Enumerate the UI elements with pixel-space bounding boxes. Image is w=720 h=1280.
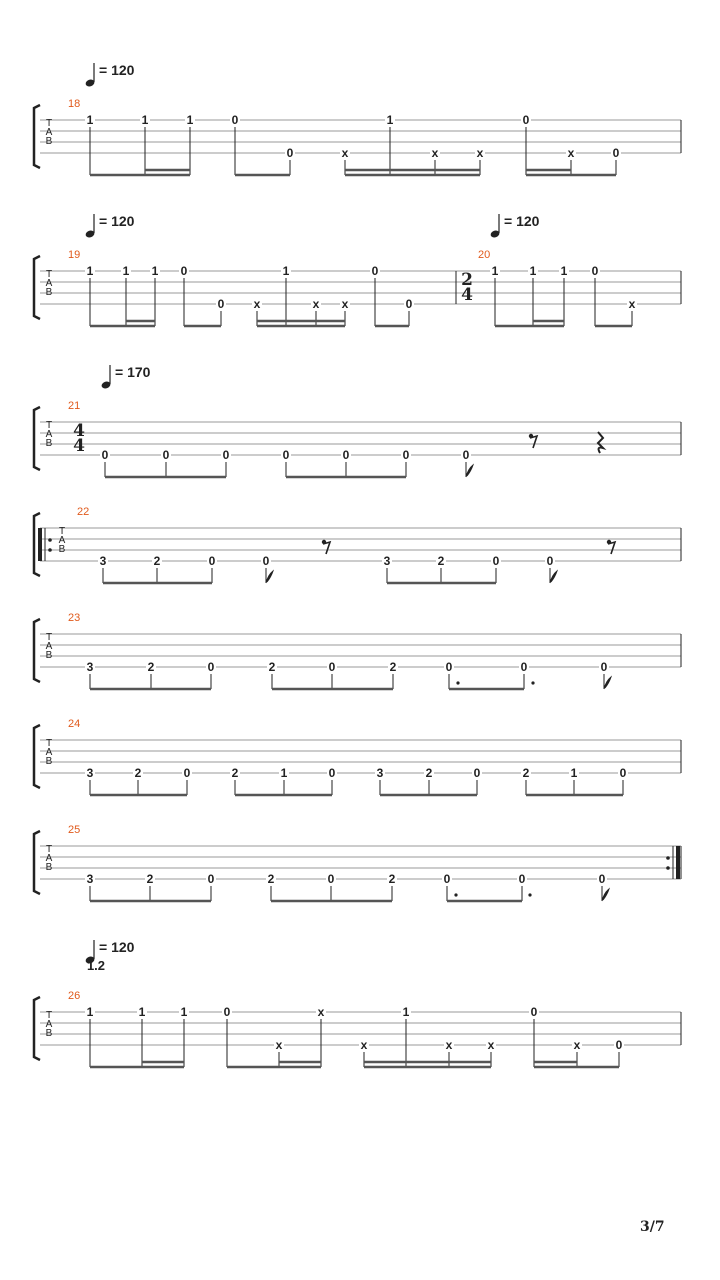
fret-number: 0 [492,554,500,568]
quarter-rest-icon [598,432,603,453]
tempo-marking: = 120 [99,939,135,955]
repeat-dot [666,856,670,860]
tab-clef-letter: B [45,1028,53,1039]
tab-clef-letter: B [45,650,53,661]
fret-number: 3 [86,660,94,674]
tab-clef-letter: A [45,429,53,440]
fret-number: 3 [383,554,391,568]
fret-number: 0 [207,872,215,886]
tab-clef-letter: T [45,118,53,129]
fret-number: 0 [619,766,627,780]
fret-number: 3 [86,872,94,886]
fret-number: 2 [147,660,155,674]
fret-number: 0 [371,264,379,278]
eighth-rest-icon [323,542,330,554]
fret-number: 0 [262,554,270,568]
rhythm-dot [456,681,459,684]
page-number: 3/7 [640,1219,665,1235]
fret-number: 2 [134,766,142,780]
tab-clef-letter: T [45,1010,53,1021]
fret-number: 0 [342,448,350,462]
repeat-dot [48,538,52,542]
fret-number: 0 [162,448,170,462]
rhythm-dot [531,681,534,684]
fret-number: x [312,297,320,311]
tempo-marking: = 120 [99,213,135,229]
note-flag [604,677,611,689]
fret-number: x [431,146,439,160]
fret-number: 1 [491,264,499,278]
fret-number: 2 [522,766,530,780]
tempo-marking: = 120 [504,213,540,229]
tab-clef-letter: B [45,862,53,873]
tab-clef-letter: T [58,526,66,537]
fret-number: 0 [520,660,528,674]
measure-number: 21 [68,400,81,412]
fret-number: x [360,1038,368,1052]
fret-number: x [341,146,349,160]
fret-number: 0 [405,297,413,311]
system-bracket [34,997,40,1060]
tab-clef-letter: T [45,738,53,749]
fret-number: 0 [217,297,225,311]
fret-number: 0 [402,448,410,462]
fret-number: 0 [546,554,554,568]
fret-number: x [476,146,484,160]
fret-number: 2 [231,766,239,780]
fret-number: 3 [86,766,94,780]
system-bracket [34,256,40,319]
tab-clef-letter: T [45,632,53,643]
time-signature-top: 4 [73,421,85,441]
fret-number: 0 [328,766,336,780]
repeat-dot [48,548,52,552]
measure-number: 22 [77,506,90,518]
fret-number: 2 [437,554,445,568]
fret-number: 2 [267,872,275,886]
note-flag [466,465,473,477]
measure-number: 23 [68,612,81,624]
time-signature-bottom: 4 [73,436,85,456]
fret-number: 1 [402,1005,410,1019]
note-flag [550,571,557,583]
fret-number: x [628,297,636,311]
fret-number: 0 [591,264,599,278]
fret-number: 2 [388,872,396,886]
note-flag [602,889,609,901]
fret-number: 0 [183,766,191,780]
fret-number: 1 [570,766,578,780]
fret-number: 2 [153,554,161,568]
fret-number: 0 [445,660,453,674]
fret-number: x [275,1038,283,1052]
fret-number: 1 [122,264,130,278]
measure-number: 26 [68,990,81,1002]
fret-number: 0 [208,554,216,568]
measure-number: 18 [68,98,81,110]
fret-number: x [341,297,349,311]
fret-number: 0 [286,146,294,160]
fret-number: 1 [86,113,94,127]
tempo-extra-label: 1.2 [86,958,106,973]
tab-clef-letter: A [45,853,53,864]
tab-clef-letter: A [58,535,66,546]
tempo-marking: = 120 [99,62,135,78]
tab-clef-letter: A [45,1019,53,1030]
fret-number: 0 [222,448,230,462]
system-bracket [34,619,40,682]
fret-number: 3 [376,766,384,780]
fret-number: 0 [612,146,620,160]
tab-clef-letter: A [45,747,53,758]
fret-number: 1 [560,264,568,278]
fret-number: 0 [530,1005,538,1019]
fret-number: 0 [328,660,336,674]
fret-number: 2 [425,766,433,780]
tempo-marking: = 170 [115,364,151,380]
fret-number: 1 [151,264,159,278]
fret-number: x [487,1038,495,1052]
fret-number: 1 [529,264,537,278]
fret-number: 1 [86,1005,94,1019]
rhythm-dot [454,893,457,896]
fret-number: 0 [231,113,239,127]
fret-number: 2 [389,660,397,674]
fret-number: 0 [207,660,215,674]
fret-number: 0 [327,872,335,886]
repeat-dot [666,866,670,870]
tab-clef-letter: A [45,127,53,138]
tab-clef-letter: B [45,136,53,147]
fret-number: 1 [280,766,288,780]
eighth-rest-icon [608,542,615,554]
measure-number: 19 [68,249,81,261]
fret-number: 1 [186,113,194,127]
tab-clef-letter: T [45,844,53,855]
measure-number: 20 [478,249,491,261]
tab-clef-letter: B [45,287,53,298]
tab-clef-letter: B [45,438,53,449]
fret-number: 3 [99,554,107,568]
fret-number: x [567,146,575,160]
time-signature-top: 2 [461,270,473,290]
measure-number: 25 [68,824,81,836]
fret-number: 0 [598,872,606,886]
fret-number: 1 [86,264,94,278]
fret-number: 0 [600,660,608,674]
system-bracket [34,105,40,168]
fret-number: 0 [462,448,470,462]
tab-clef-letter: B [58,544,66,555]
fret-number: 1 [386,113,394,127]
fret-number: 0 [473,766,481,780]
fret-number: 0 [518,872,526,886]
system-bracket [34,407,40,470]
fret-number: 1 [141,113,149,127]
fret-number: 0 [180,264,188,278]
fret-number: 0 [223,1005,231,1019]
system-bracket [34,725,40,788]
measure-number: 24 [68,718,81,730]
tab-clef-letter: B [45,756,53,767]
time-signature-bottom: 4 [461,285,473,305]
fret-number: 1 [282,264,290,278]
fret-number: 0 [101,448,109,462]
tab-clef-letter: A [45,641,53,652]
rhythm-dot [528,893,531,896]
fret-number: x [317,1005,325,1019]
fret-number: 2 [268,660,276,674]
fret-number: x [253,297,261,311]
eighth-rest-icon [530,436,537,448]
tab-clef-letter: T [45,269,53,280]
fret-number: 2 [146,872,154,886]
fret-number: x [573,1038,581,1052]
fret-number: 1 [180,1005,188,1019]
note-flag [266,571,273,583]
fret-number: 0 [282,448,290,462]
tab-clef-letter: A [45,278,53,289]
system-bracket [34,831,40,894]
fret-number: x [445,1038,453,1052]
fret-number: 1 [138,1005,146,1019]
fret-number: 0 [522,113,530,127]
fret-number: 0 [443,872,451,886]
tab-clef-letter: T [45,420,53,431]
fret-number: 0 [615,1038,623,1052]
